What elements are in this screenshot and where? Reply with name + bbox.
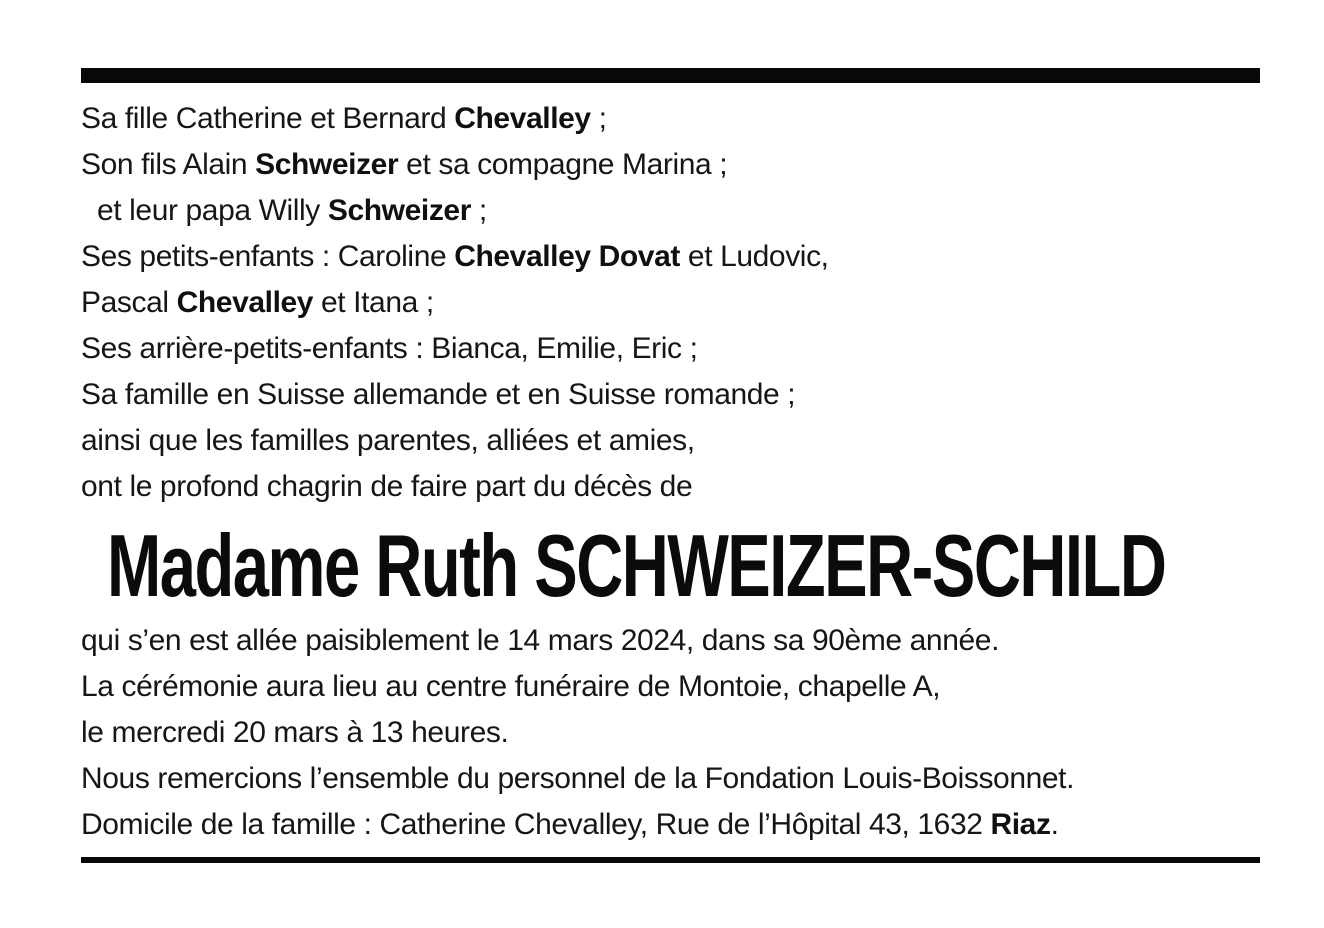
text-segment: La cérémonie aura lieu au centre funéraire de Montoie, chapelle A, [81,670,941,703]
text-segment: Sa fille Catherine et Bernard [81,102,455,135]
text-segment: ont le profond chagrin de faire part du décès de [81,470,693,503]
surname-bold: Schweizer [255,148,399,181]
text-segment: . [1050,808,1059,841]
text-segment: et Itana ; [313,286,434,319]
deceased-name: Madame Ruth SCHWEIZER-SCHILD [107,516,1166,615]
notice-line [81,802,1260,848]
text-segment: ; [590,102,607,135]
notice-line [81,418,1260,464]
text-segment: et Ludovic, [679,240,829,273]
surname-bold: Riaz [990,808,1051,841]
notice-line [81,664,1260,710]
surname-bold: Chevalley [454,102,591,135]
notice-line [81,372,1260,418]
text-segment: le mercredi 20 mars à 13 heures. [81,716,509,749]
text-segment: Son fils Alain [81,148,256,181]
notice-line [81,464,1260,510]
notice-line [81,188,1260,234]
notice-line [81,280,1260,326]
notice-line [81,96,1260,142]
notice-line [81,618,1260,664]
notice-line [81,142,1260,188]
surname-bold: Chevalley [176,286,314,319]
notice-line [81,326,1260,372]
notice-line [81,234,1260,280]
text-segment: ainsi que les familles parentes, alliées et amies, [81,424,695,457]
text-segment: Ses arrière-petits-enfants : Bianca, Emilie, Eric ; [81,332,698,365]
funeral-details [81,618,1260,848]
text-segment: Ses petits-enfants : Caroline [81,240,455,273]
text-segment: Pascal [81,286,177,319]
text-segment: Nous remercions l’ensemble du personnel de la Fondation Louis-Boissonnet. [81,762,1075,795]
surname-bold: Schweizer [327,194,471,227]
family-list [81,96,1260,510]
deceased-name-heading [81,516,1260,616]
notice-line [81,710,1260,756]
text-segment: et sa compagne Marina ; [398,148,728,181]
obituary-notice [81,0,1260,863]
text-segment: ; [470,194,487,227]
text-segment: Sa famille en Suisse allemande et en Suisse romande ; [81,378,796,411]
top-divider-bar [81,68,1260,83]
surname-bold: Chevalley Dovat [454,240,680,273]
bottom-divider-line [81,857,1260,863]
text-segment: Domicile de la famille : Catherine Chevalley, Rue de l’Hôpital 43, 1632 [81,808,991,841]
text-segment: qui s’en est allée paisiblement le 14 mars 2024, dans sa 90ème année. [81,624,1000,657]
text-segment: et leur papa Willy [97,194,328,227]
notice-line [81,756,1260,802]
